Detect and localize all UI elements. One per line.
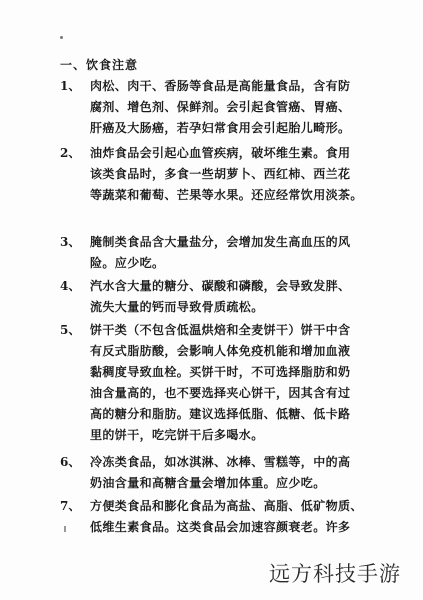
item-line: 险。应少吃。 <box>90 256 165 270</box>
item-line: 饼干类（不包含低温烘焙和全麦饼干）饼干中含 <box>90 323 351 337</box>
item-line: 冷冻类食品，如冰淇淋、冰棒、雪糕等，中的高 <box>90 455 351 469</box>
item-line: 腌制类食品含大量盐分，会增加发生高血压的风 <box>90 235 351 249</box>
item-number: 5、 <box>60 323 81 337</box>
item-line: 低维生素食品。这类食品会加速容颜衰老。许多 <box>90 520 351 534</box>
item-number: 6、 <box>60 455 81 469</box>
item-line: 等蔬菜和葡萄、芒果等水果。还应经常饮用淡茶。 <box>90 188 363 202</box>
item-number: 3、 <box>60 235 81 249</box>
item-number: 1、 <box>60 79 81 93</box>
scan-speck <box>64 526 66 532</box>
item-line: 高的糖分和脂肪。建议选择低脂、低糖、低卡路 <box>90 407 351 421</box>
item-line: 里的饼干，吃完饼干后多喝水。 <box>90 428 264 442</box>
item-number: 7、 <box>60 499 81 513</box>
section-heading: 一、饮食注意 <box>60 58 139 72</box>
item-line: 肉松、肉干、香肠等食品是高能量食品，含有防 <box>90 79 351 93</box>
item-line: 流失大量的钙而导致骨质疏松。 <box>90 300 264 314</box>
item-line: 汽水含大量的糖分、碳酸和磷酸，会导致发胖、 <box>90 279 351 293</box>
scan-speck <box>60 36 63 39</box>
item-number: 4、 <box>60 279 81 293</box>
item-line: 奶油含量和高糖含量会增加体重。应少吃。 <box>90 476 326 490</box>
item-line: 肝癌及大肠癌，若孕妇常食用会引起胎儿畸形。 <box>90 121 351 135</box>
item-line: 腐剂、增色剂、保鲜剂。会引起食管癌、胃癌、 <box>90 100 351 114</box>
item-number: 2、 <box>60 146 81 160</box>
item-line: 有反式脂肪酸，会影响人体免疫机能和增加血液 <box>90 344 351 358</box>
item-line: 该类食品时，多食一些胡萝卜、西红柿、西兰花 <box>90 167 351 181</box>
watermark-text: 远方科技手游 <box>269 562 401 586</box>
item-line: 油含量高的，也不要选择夹心饼干，因其含有过 <box>90 386 351 400</box>
item-line: 方便类食品和膨化食品为高盐、高脂、低矿物质、 <box>90 499 363 513</box>
item-line: 油炸食品会引起心血管疾病，破坏维生素。食用 <box>90 146 351 160</box>
item-line: 黏稠度导致血栓。买饼干时，不可选择脂肪和奶 <box>90 365 351 379</box>
